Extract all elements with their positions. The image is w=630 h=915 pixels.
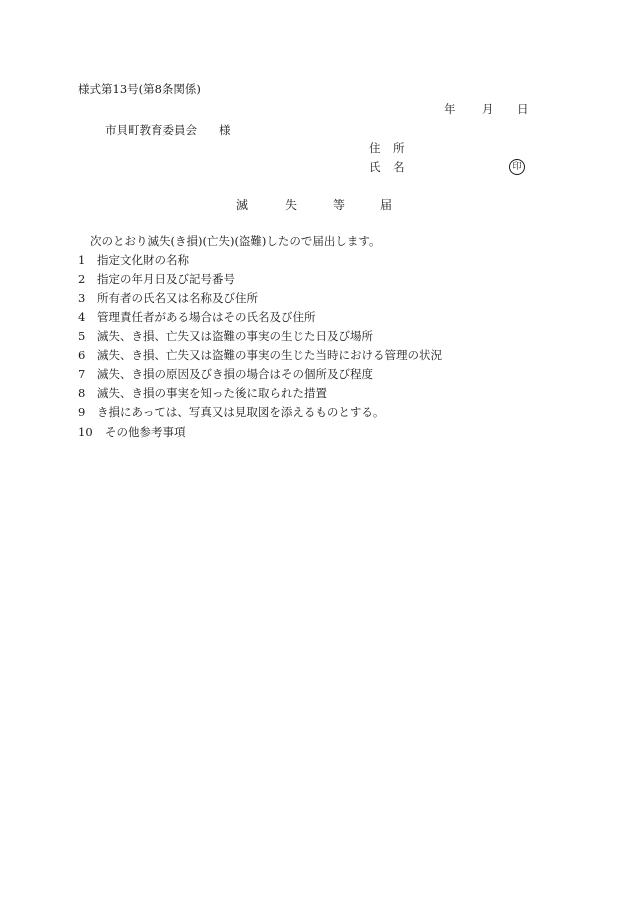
recipient-honorific: 様 [219,123,231,137]
item-number: 4 [78,310,86,324]
item-number: 10 [78,425,93,439]
date-day-label: 日 [517,102,529,116]
list-item [78,331,373,343]
title-char-4: 届 [380,198,393,212]
name-label-char-2: 名 [393,160,405,174]
title-char-2: 失 [285,198,298,212]
title-char-1: 滅 [236,198,249,212]
date-year-label: 年 [444,102,456,116]
item-number: 9 [78,405,86,419]
item-text: 指定文化財の名称 [97,253,189,267]
item-text: 滅失、き損、亡失又は盗難の事実の生じた当時における管理の状況 [97,348,442,362]
item-number: 5 [78,329,86,343]
item-text: 管理責任者がある場合はその氏名及び住所 [97,310,316,324]
list-item [78,388,327,400]
item-text: 滅失、き損、亡失又は盗難の事実の生じた日及び場所 [97,329,373,343]
item-number: 3 [78,291,86,305]
list-item [78,369,373,381]
item-text: 滅失、き損の原因及びき損の場合はその個所及び程度 [97,367,373,381]
list-item [78,312,316,324]
item-number: 2 [78,272,86,286]
form-number: 様式第13号(第8条関係) [78,82,201,96]
list-item [78,407,384,419]
intro-text: 次のとおり滅失(き損)(亡失)(盗難)したので届出します。 [90,234,381,248]
item-text: 指定の年月日及び記号番号 [97,272,235,286]
seal-mark: 印 [509,159,525,175]
date-month-label: 月 [482,102,494,116]
list-item [78,350,442,362]
item-text: その他参考事項 [105,425,186,439]
title-char-3: 等 [333,198,346,212]
item-text: き損にあっては、写真又は見取図を添えるものとする。 [97,405,385,419]
list-item [78,255,189,267]
recipient-name: 市貝町教育委員会 [105,123,197,137]
item-number: 8 [78,386,86,400]
address-label-char-1: 住 [369,141,381,155]
list-item [78,427,186,439]
list-item [78,293,258,305]
item-number: 1 [78,253,86,267]
address-label-char-2: 所 [393,141,405,155]
item-text: 滅失、き損の事実を知った後に取られた措置 [97,386,327,400]
name-label-char-1: 氏 [369,160,381,174]
item-number: 6 [78,348,86,362]
item-text: 所有者の氏名又は名称及び住所 [97,291,258,305]
item-number: 7 [78,367,86,381]
list-item [78,274,235,286]
